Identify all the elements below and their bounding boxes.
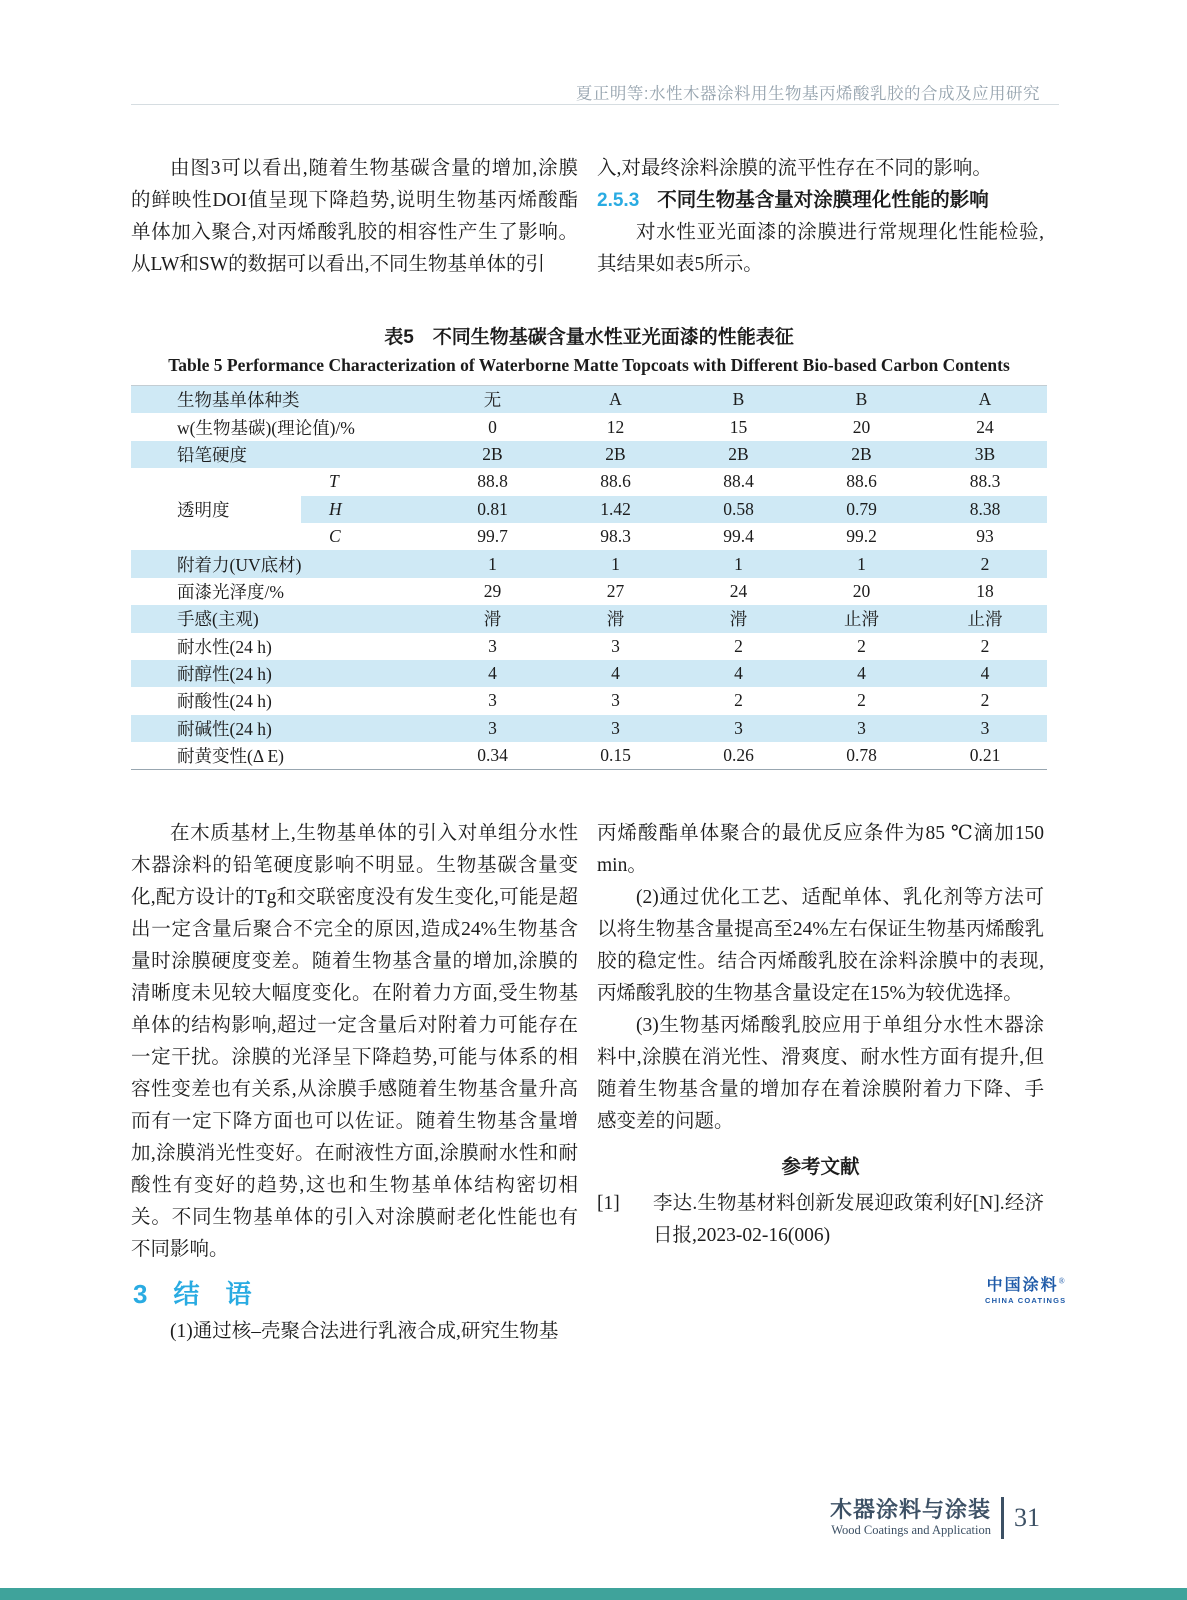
reference-item xyxy=(597,1188,1044,1252)
performance-table-body xyxy=(131,386,1047,770)
table-row xyxy=(131,742,1047,770)
cell-value: 0.79 xyxy=(800,496,923,523)
subsection-heading xyxy=(597,185,1044,217)
section-number: 3 xyxy=(133,1279,148,1309)
performance-table xyxy=(131,385,1047,770)
cell-value: 止滑 xyxy=(800,605,923,632)
cell-value: 0.58 xyxy=(677,496,800,523)
left-column-bottom xyxy=(131,818,578,1348)
row-sublabel: T xyxy=(329,471,339,492)
cell-value: 0.78 xyxy=(846,745,877,766)
cell-value: 2 xyxy=(980,635,990,656)
row-label: 铅笔硬度 xyxy=(131,441,431,468)
journal-names xyxy=(830,1498,991,1538)
cell-value: 8.38 xyxy=(923,496,1047,523)
cell-value: 滑 xyxy=(677,605,800,632)
table-row xyxy=(131,468,1047,495)
right-column-bottom xyxy=(597,818,1044,1252)
cell-value: 无 xyxy=(431,386,554,414)
cell-value: 99.7 xyxy=(477,526,508,547)
journal-title-en: Wood Coatings and Application xyxy=(831,1523,991,1537)
cell-value: 3 xyxy=(611,635,620,656)
body-paragraph: (2)通过优化工艺、适配单体、乳化剂等方法可以将生物基含量提高至24%左右保证生物基丙烯酸乳胶的稳定性。结合丙烯酸乳胶在涂料涂膜中的表现,丙烯酸乳胶的生物基含量设定在15%为较优选择。 xyxy=(597,887,1044,1004)
row-label: 耐黄变性(Δ E) xyxy=(177,746,285,767)
page-number: 31 xyxy=(1014,1503,1040,1532)
row-label: 附着力(UV底材) xyxy=(131,550,431,577)
cell-value: 3 xyxy=(923,715,1047,742)
cell-value: 0.81 xyxy=(431,496,554,523)
cell-value: 滑 xyxy=(431,605,554,632)
cell-value: 2B xyxy=(800,441,923,468)
table-section xyxy=(131,322,1047,770)
cell-value: 3 xyxy=(554,715,677,742)
cell-value: 24 xyxy=(976,416,994,437)
cell-value: 20 xyxy=(852,416,871,437)
reference-number: [1] xyxy=(597,1193,620,1214)
cell-value: 1 xyxy=(554,550,677,577)
cell-value: 2 xyxy=(923,550,1047,577)
cell-value: 3 xyxy=(800,715,923,742)
cell-value: 3 xyxy=(431,715,554,742)
right-column-top xyxy=(597,153,1044,281)
cell-value: 3 xyxy=(677,715,800,742)
row-label: 耐碱性(24 h) xyxy=(131,715,431,742)
cell-value: 2B xyxy=(677,441,800,468)
cell-value: 20 xyxy=(852,580,871,601)
cell-value: 止滑 xyxy=(923,605,1047,632)
section-heading xyxy=(133,1276,578,1312)
header-rule xyxy=(131,104,1059,105)
bottom-accent-bar xyxy=(0,1588,1187,1600)
section-title: 结 语 xyxy=(173,1279,252,1309)
table-caption-en: Table 5 Performance Characterization of Waterborne Matte Topcoats with Different Bio-based Carbon Contents xyxy=(168,355,1010,375)
table-row xyxy=(131,441,1047,468)
cell-value: B xyxy=(800,386,923,414)
cell-value: 1.42 xyxy=(554,496,677,523)
cell-value: 4 xyxy=(800,660,923,687)
cell-value: 98.3 xyxy=(600,526,631,547)
cell-value: 93 xyxy=(976,526,994,547)
cell-value: 滑 xyxy=(554,605,677,632)
references-heading: 参考文献 xyxy=(781,1157,860,1178)
cell-value: 99.4 xyxy=(723,526,754,547)
body-paragraph: 对水性亚光面漆的涂膜进行常规理化性能检验,其结果如表5所示。 xyxy=(597,222,1044,275)
row-label: 耐水性(24 h) xyxy=(177,636,272,657)
reference-text: 李达.生物基材料创新发展迎政策利好[N].经济日报,2023-02-16(006) xyxy=(653,1193,1044,1246)
subsection-number: 2.5.3 xyxy=(597,190,640,211)
logo-text-en: CHINA COATINGS xyxy=(985,1296,1067,1305)
cell-value: 3B xyxy=(923,441,1047,468)
cell-value: 2 xyxy=(857,635,866,656)
cell-value: 2B xyxy=(431,441,554,468)
row-sublabel: H xyxy=(301,496,431,523)
cell-value: 2 xyxy=(980,690,990,711)
row-label: 耐酸性(24 h) xyxy=(177,691,272,712)
cell-value: 3 xyxy=(488,635,497,656)
table-row xyxy=(131,715,1047,742)
subsection-title: 不同生物基含量对涂膜理化性能的影响 xyxy=(657,190,989,211)
cell-value: 88.8 xyxy=(477,471,508,492)
cell-value: 18 xyxy=(976,580,994,601)
row-sublabel: C xyxy=(329,526,341,547)
cell-value: 88.6 xyxy=(846,471,877,492)
cell-value: 2B xyxy=(554,441,677,468)
body-paragraph: (3)生物基丙烯酸乳胶应用于单组分水性木器涂料中,涂膜在消光性、滑爽度、耐水性方面有提升,但随着生物基含量的增加存在着涂膜附着力下降、手感变差的问题。 xyxy=(597,1015,1044,1132)
cell-value: 2 xyxy=(857,690,866,711)
cell-value: B xyxy=(677,386,800,414)
cell-value: 24 xyxy=(729,580,748,601)
cell-value: 3 xyxy=(488,690,497,711)
china-coatings-logo xyxy=(985,1272,1066,1305)
cell-value: 4 xyxy=(677,660,800,687)
cell-value: 88.6 xyxy=(600,471,631,492)
cell-value: 15 xyxy=(729,416,748,437)
body-paragraph: 在木质基材上,生物基单体的引入对单组分水性木器涂料的铅笔硬度影响不明显。生物基碳含量变化,配方设计的Tg和交联密度没有发生变化,可能是超出一定含量后聚合不完全的原因,造成24%生物基含量时涂膜硬度变差。随着生物基含量的增加,涂膜的清晰度未见较大幅度变化。在附着力方面,受生物基单体的结构影响,超过一定含量后对附着力可能存在一定干扰。涂膜的光泽呈下降趋势,可能与体系的相容性变差也有关系,从涂膜手感随着生物基含量升高而有一定下降方面也可以佐证。随着生物基含量增加,涂膜消光性变好。在耐液性方面,涂膜耐水性和耐酸性有变好的趋势,这也和生物基单体结构密切相关。不同生物基单体的引入对涂膜耐老化性能也有不同影响。 xyxy=(131,823,578,1260)
table-row xyxy=(131,413,1047,440)
table-row xyxy=(131,578,1047,605)
cell-value: 4 xyxy=(923,660,1047,687)
cell-value: 2 xyxy=(734,690,743,711)
cell-value: A xyxy=(923,386,1047,414)
table-row xyxy=(131,687,1047,714)
logo-text-zh: 中国涂料 xyxy=(986,1277,1059,1294)
table-row xyxy=(131,550,1047,577)
journal-footer xyxy=(830,1497,1040,1539)
body-paragraph: 由图3可以看出,随着生物基碳含量的增加,涂膜的鲜映性DOI值呈现下降趋势,说明生物基丙烯酸酯单体加入聚合,对丙烯酸乳胶的相容性产生了影响。从LW和SW的数据可以看出,不同生物基单体的引 xyxy=(131,158,578,275)
cell-value: 88.3 xyxy=(969,471,1001,492)
body-paragraph: (1)通过核–壳聚合法进行乳液合成,研究生物基 xyxy=(170,1321,559,1342)
cell-value: 3 xyxy=(611,690,620,711)
row-label: 透明度 xyxy=(131,468,301,550)
cell-value: 0.26 xyxy=(723,745,754,766)
cell-value: 4 xyxy=(554,660,677,687)
body-paragraph: 丙烯酸酯单体聚合的最优反应条件为85 ℃滴加150 min。 xyxy=(597,823,1044,876)
cell-value: 12 xyxy=(606,416,625,437)
row-label: 手感(主观) xyxy=(131,605,431,632)
cell-value: A xyxy=(554,386,677,414)
table-row xyxy=(131,660,1047,687)
row-label: 面漆光泽度/% xyxy=(177,581,284,602)
table-row xyxy=(131,386,1047,414)
cell-value: 2 xyxy=(734,635,743,656)
cell-value: 29 xyxy=(483,580,502,601)
left-column-top xyxy=(131,153,578,281)
row-label: w(生物基碳)(理论值)/% xyxy=(177,417,355,438)
cell-value: 0.15 xyxy=(600,745,631,766)
body-paragraph: 入,对最终涂料涂膜的流平性存在不同的影响。 xyxy=(597,158,992,179)
running-head-title: 夏正明等:水性木器涂料用生物基丙烯酸乳胶的合成及应用研究 xyxy=(575,85,1040,103)
journal-title-zh: 木器涂料与涂装 xyxy=(829,1497,991,1522)
cell-value: 1 xyxy=(431,550,554,577)
table-row xyxy=(131,605,1047,632)
footer-divider xyxy=(1001,1497,1004,1539)
cell-value: 0.34 xyxy=(477,745,508,766)
table-caption-zh: 表5 不同生物基碳含量水性亚光面漆的性能表征 xyxy=(384,327,794,348)
cell-value: 27 xyxy=(606,580,625,601)
cell-value: 0.21 xyxy=(969,745,1001,766)
cell-value: 0 xyxy=(488,416,497,437)
row-label: 耐醇性(24 h) xyxy=(131,660,431,687)
cell-value: 88.4 xyxy=(723,471,754,492)
registered-mark-icon: ® xyxy=(1058,1276,1065,1286)
row-label: 生物基单体种类 xyxy=(131,386,431,414)
cell-value: 1 xyxy=(800,550,923,577)
cell-value: 4 xyxy=(431,660,554,687)
cell-value: 1 xyxy=(677,550,800,577)
table-row xyxy=(131,633,1047,660)
cell-value: 99.2 xyxy=(846,526,877,547)
